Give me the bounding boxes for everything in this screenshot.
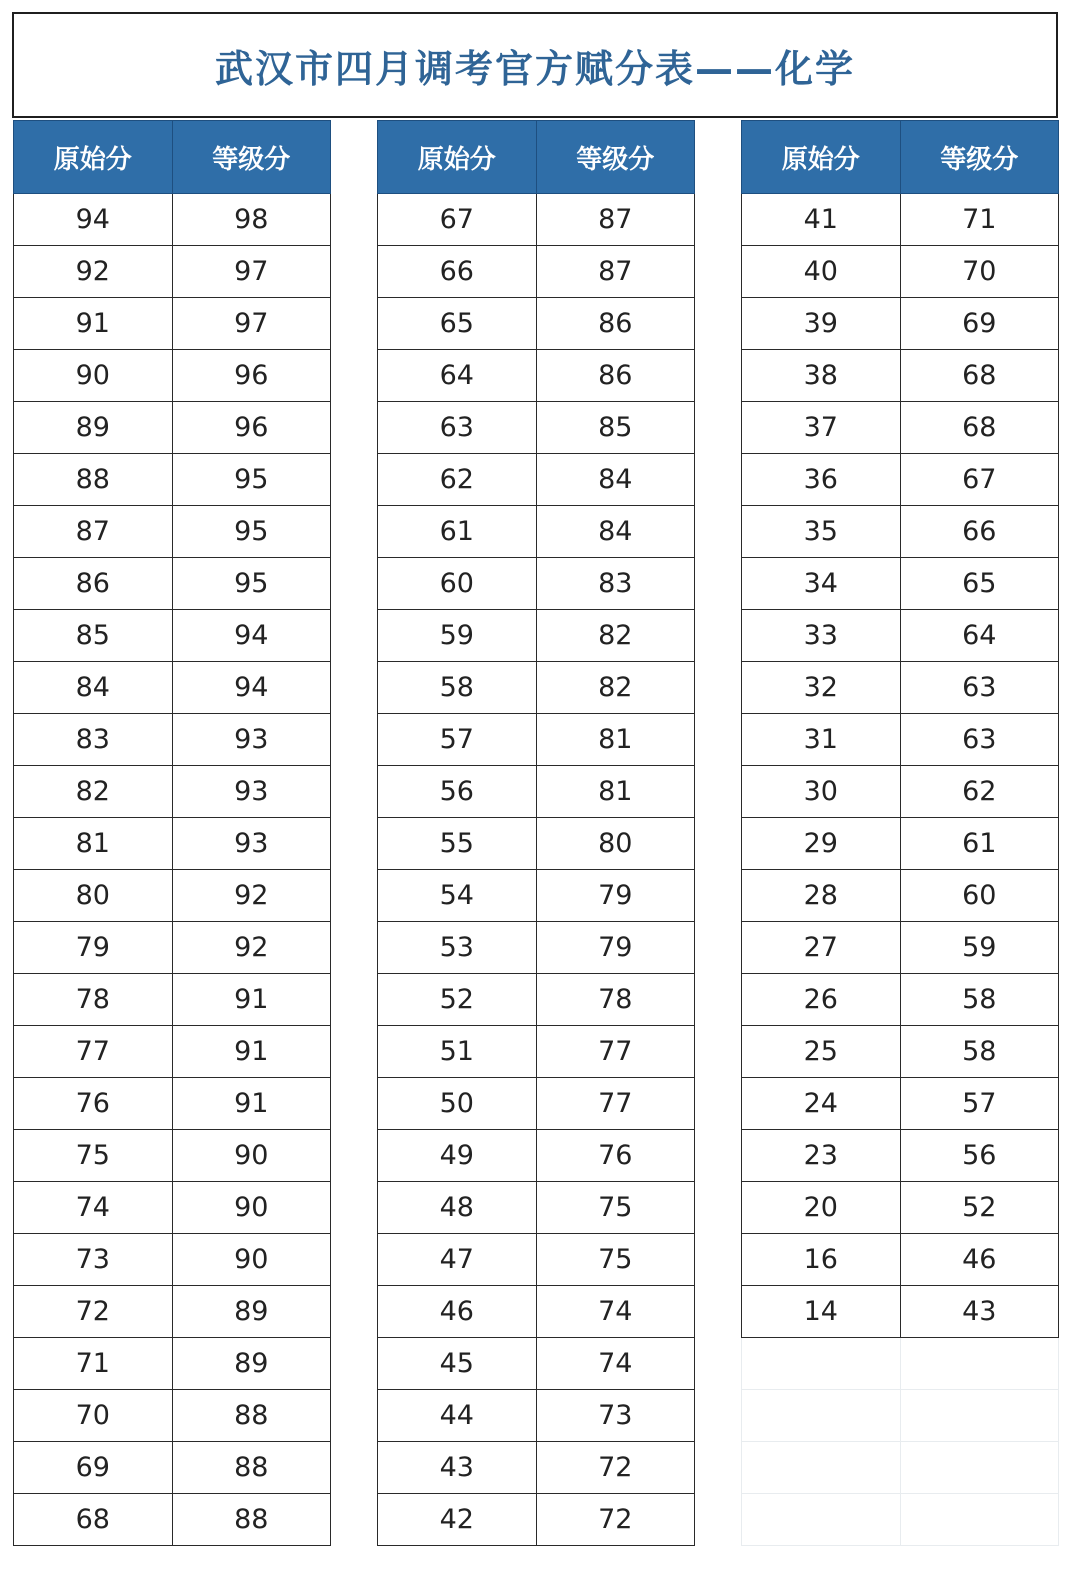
raw-score-cell: 14 (742, 1286, 901, 1338)
raw-score-cell: 66 (378, 246, 537, 298)
table-row (742, 610, 1059, 662)
raw-score-cell: 55 (378, 818, 537, 870)
table-row (378, 922, 695, 974)
table-row (742, 1078, 1059, 1130)
raw-score-cell: 43 (378, 1442, 537, 1494)
table-row (378, 1078, 695, 1130)
raw-score-cell: 16 (742, 1234, 901, 1286)
raw-score-cell: 45 (378, 1338, 537, 1390)
raw-score-cell: 88 (14, 454, 173, 506)
table-row (378, 1338, 695, 1390)
table-row (378, 1234, 695, 1286)
grade-score-cell: 86 (536, 298, 695, 350)
raw-score-cell: 48 (378, 1182, 537, 1234)
table-row (742, 974, 1059, 1026)
raw-score-cell: 49 (378, 1130, 537, 1182)
score-table (741, 120, 1059, 1546)
table-row (378, 298, 695, 350)
grade-score-cell: 70 (900, 246, 1059, 298)
table-row (14, 558, 331, 610)
grade-score-cell: 79 (536, 870, 695, 922)
table-row (742, 558, 1059, 610)
grade-score-cell: 62 (900, 766, 1059, 818)
raw-score-cell: 33 (742, 610, 901, 662)
table-row (14, 662, 331, 714)
table-row (378, 974, 695, 1026)
header-grade-score: 等级分 (536, 121, 695, 194)
table-row (14, 1182, 331, 1234)
raw-score-cell: 51 (378, 1026, 537, 1078)
grade-score-cell: 77 (536, 1026, 695, 1078)
grade-score-cell: 68 (900, 350, 1059, 402)
grade-score-cell: 86 (536, 350, 695, 402)
table-row (14, 818, 331, 870)
table-row (378, 714, 695, 766)
grade-score-cell: 89 (172, 1338, 331, 1390)
table-row (378, 1182, 695, 1234)
grade-score-cell: 97 (172, 246, 331, 298)
raw-score-cell: 20 (742, 1182, 901, 1234)
table-row (378, 818, 695, 870)
table-row (378, 1286, 695, 1338)
raw-score-cell: 36 (742, 454, 901, 506)
table-row (14, 974, 331, 1026)
table-row (14, 714, 331, 766)
raw-score-cell: 25 (742, 1026, 901, 1078)
table-row (742, 870, 1059, 922)
raw-score-cell: 85 (14, 610, 173, 662)
table-row (378, 610, 695, 662)
grade-score-cell: 98 (172, 194, 331, 246)
table-row (14, 1390, 331, 1442)
page-title: 武汉市四月调考官方赋分表——化学 (214, 46, 855, 91)
grade-score-cell: 95 (172, 454, 331, 506)
grade-score-cell: 90 (172, 1182, 331, 1234)
table-row (14, 1026, 331, 1078)
table-row (742, 402, 1059, 454)
raw-score-cell: 75 (14, 1130, 173, 1182)
raw-score-cell: 64 (378, 350, 537, 402)
raw-score-cell: 92 (14, 246, 173, 298)
grade-score-cell: 64 (900, 610, 1059, 662)
grade-score-cell: 96 (172, 350, 331, 402)
grade-score-cell: 91 (172, 1078, 331, 1130)
grade-score-cell: 66 (900, 506, 1059, 558)
score-table-panel-2 (377, 120, 695, 1546)
grade-score-cell: 74 (536, 1338, 695, 1390)
grade-score-cell: 90 (172, 1130, 331, 1182)
grade-score-cell: 67 (900, 454, 1059, 506)
raw-score-cell: 34 (742, 558, 901, 610)
raw-score-cell: 53 (378, 922, 537, 974)
grade-score-cell: 88 (172, 1494, 331, 1546)
raw-score-cell: 39 (742, 298, 901, 350)
grade-score-cell: 58 (900, 974, 1059, 1026)
raw-score-cell: 65 (378, 298, 537, 350)
table-row (378, 1442, 695, 1494)
score-table-panel-3 (741, 120, 1059, 1546)
grade-score-cell: 96 (172, 402, 331, 454)
raw-score-cell: 23 (742, 1130, 901, 1182)
grade-score-cell: 83 (536, 558, 695, 610)
table-row (14, 610, 331, 662)
empty-grid-cell (742, 1494, 901, 1546)
raw-score-cell: 78 (14, 974, 173, 1026)
table-row (742, 1286, 1059, 1338)
raw-score-cell: 90 (14, 350, 173, 402)
table-row (742, 454, 1059, 506)
table-row (14, 1338, 331, 1390)
grade-score-cell: 94 (172, 610, 331, 662)
grade-score-cell: 72 (536, 1442, 695, 1494)
header-grade-score: 等级分 (172, 121, 331, 194)
table-row (14, 246, 331, 298)
score-table (377, 120, 695, 1546)
score-table (13, 120, 331, 1546)
raw-score-cell: 61 (378, 506, 537, 558)
raw-score-cell: 28 (742, 870, 901, 922)
table-row (742, 1494, 1059, 1546)
table-row (378, 1026, 695, 1078)
header-grade-score: 等级分 (900, 121, 1059, 194)
raw-score-cell: 57 (378, 714, 537, 766)
grade-score-cell: 74 (536, 1286, 695, 1338)
table-row (742, 922, 1059, 974)
grade-score-cell: 63 (900, 662, 1059, 714)
grade-score-cell: 72 (536, 1494, 695, 1546)
raw-score-cell: 29 (742, 818, 901, 870)
grade-score-cell: 81 (536, 714, 695, 766)
raw-score-cell: 68 (14, 1494, 173, 1546)
table-row (378, 506, 695, 558)
table-row (14, 350, 331, 402)
raw-score-cell: 35 (742, 506, 901, 558)
raw-score-cell: 24 (742, 1078, 901, 1130)
table-row (14, 922, 331, 974)
raw-score-cell: 30 (742, 766, 901, 818)
table-row (742, 1442, 1059, 1494)
grade-score-cell: 60 (900, 870, 1059, 922)
table-row (742, 350, 1059, 402)
grade-score-cell: 87 (536, 246, 695, 298)
raw-score-cell: 94 (14, 194, 173, 246)
grade-score-cell: 63 (900, 714, 1059, 766)
grade-score-cell: 81 (536, 766, 695, 818)
empty-grid-cell (900, 1442, 1059, 1494)
raw-score-cell: 31 (742, 714, 901, 766)
raw-score-cell: 37 (742, 402, 901, 454)
raw-score-cell: 69 (14, 1442, 173, 1494)
grade-score-cell: 93 (172, 766, 331, 818)
table-row (742, 662, 1059, 714)
table-row (378, 766, 695, 818)
grade-score-cell: 91 (172, 1026, 331, 1078)
grade-score-cell: 94 (172, 662, 331, 714)
table-row (742, 714, 1059, 766)
raw-score-cell: 63 (378, 402, 537, 454)
table-row (742, 194, 1059, 246)
raw-score-cell: 41 (742, 194, 901, 246)
table-row (742, 1130, 1059, 1182)
grade-score-cell: 65 (900, 558, 1059, 610)
raw-score-cell: 60 (378, 558, 537, 610)
header-raw-score: 原始分 (742, 121, 901, 194)
table-header-row (14, 121, 331, 194)
raw-score-cell: 80 (14, 870, 173, 922)
grade-score-cell: 92 (172, 870, 331, 922)
raw-score-cell: 59 (378, 610, 537, 662)
raw-score-cell: 86 (14, 558, 173, 610)
table-row (742, 246, 1059, 298)
grade-score-cell: 85 (536, 402, 695, 454)
table-row (742, 1026, 1059, 1078)
raw-score-cell: 91 (14, 298, 173, 350)
grade-score-cell: 97 (172, 298, 331, 350)
table-row (378, 194, 695, 246)
title-banner (12, 12, 1058, 118)
raw-score-cell: 72 (14, 1286, 173, 1338)
raw-score-cell: 47 (378, 1234, 537, 1286)
table-row (14, 1494, 331, 1546)
header-raw-score: 原始分 (378, 121, 537, 194)
raw-score-cell: 67 (378, 194, 537, 246)
table-row (378, 402, 695, 454)
grade-score-cell: 77 (536, 1078, 695, 1130)
raw-score-cell: 84 (14, 662, 173, 714)
table-row (14, 870, 331, 922)
grade-score-cell: 75 (536, 1234, 695, 1286)
grade-score-cell: 82 (536, 610, 695, 662)
grade-score-cell: 91 (172, 974, 331, 1026)
grade-score-cell: 93 (172, 714, 331, 766)
grade-score-cell: 79 (536, 922, 695, 974)
grade-score-cell: 87 (536, 194, 695, 246)
table-row (14, 1234, 331, 1286)
grade-score-cell: 82 (536, 662, 695, 714)
raw-score-cell: 62 (378, 454, 537, 506)
grade-score-cell: 61 (900, 818, 1059, 870)
raw-score-cell: 52 (378, 974, 537, 1026)
raw-score-cell: 44 (378, 1390, 537, 1442)
table-row (378, 1494, 695, 1546)
raw-score-cell: 50 (378, 1078, 537, 1130)
empty-grid-cell (900, 1338, 1059, 1390)
raw-score-cell: 89 (14, 402, 173, 454)
raw-score-cell: 71 (14, 1338, 173, 1390)
raw-score-cell: 38 (742, 350, 901, 402)
table-row (14, 1078, 331, 1130)
grade-score-cell: 80 (536, 818, 695, 870)
empty-grid-cell (742, 1338, 901, 1390)
table-header-row (742, 121, 1059, 194)
grade-score-cell: 57 (900, 1078, 1059, 1130)
raw-score-cell: 40 (742, 246, 901, 298)
grade-score-cell: 76 (536, 1130, 695, 1182)
grade-score-cell: 46 (900, 1234, 1059, 1286)
raw-score-cell: 26 (742, 974, 901, 1026)
table-row (14, 1286, 331, 1338)
header-raw-score: 原始分 (14, 121, 173, 194)
grade-score-cell: 84 (536, 506, 695, 558)
raw-score-cell: 82 (14, 766, 173, 818)
empty-grid-cell (742, 1442, 901, 1494)
table-row (742, 1338, 1059, 1390)
grade-score-cell: 43 (900, 1286, 1059, 1338)
table-row (14, 454, 331, 506)
grade-score-cell: 95 (172, 506, 331, 558)
table-row (14, 1442, 331, 1494)
raw-score-cell: 42 (378, 1494, 537, 1546)
grade-score-cell: 93 (172, 818, 331, 870)
table-row (378, 1130, 695, 1182)
table-row (14, 1130, 331, 1182)
raw-score-cell: 76 (14, 1078, 173, 1130)
raw-score-cell: 54 (378, 870, 537, 922)
grade-score-cell: 68 (900, 402, 1059, 454)
grade-score-cell: 56 (900, 1130, 1059, 1182)
raw-score-cell: 81 (14, 818, 173, 870)
raw-score-cell: 27 (742, 922, 901, 974)
table-row (742, 298, 1059, 350)
grade-score-cell: 88 (172, 1442, 331, 1494)
grade-score-cell: 92 (172, 922, 331, 974)
raw-score-cell: 46 (378, 1286, 537, 1338)
table-row (742, 766, 1059, 818)
raw-score-cell: 58 (378, 662, 537, 714)
table-row (742, 818, 1059, 870)
table-row (378, 662, 695, 714)
table-row (378, 454, 695, 506)
table-row (14, 194, 331, 246)
table-row (14, 766, 331, 818)
table-row (14, 298, 331, 350)
empty-grid-cell (900, 1390, 1059, 1442)
table-header-row (378, 121, 695, 194)
table-row (378, 870, 695, 922)
grade-score-cell: 73 (536, 1390, 695, 1442)
raw-score-cell: 70 (14, 1390, 173, 1442)
table-row (742, 506, 1059, 558)
table-row (14, 506, 331, 558)
grade-score-cell: 89 (172, 1286, 331, 1338)
table-row (742, 1182, 1059, 1234)
grade-score-cell: 59 (900, 922, 1059, 974)
raw-score-cell: 77 (14, 1026, 173, 1078)
raw-score-cell: 74 (14, 1182, 173, 1234)
grade-score-cell: 69 (900, 298, 1059, 350)
grade-score-cell: 71 (900, 194, 1059, 246)
raw-score-cell: 73 (14, 1234, 173, 1286)
grade-score-cell: 90 (172, 1234, 331, 1286)
raw-score-cell: 56 (378, 766, 537, 818)
table-row (742, 1234, 1059, 1286)
table-row (378, 1390, 695, 1442)
table-row (378, 558, 695, 610)
table-row (378, 246, 695, 298)
raw-score-cell: 87 (14, 506, 173, 558)
grade-score-cell: 58 (900, 1026, 1059, 1078)
raw-score-cell: 32 (742, 662, 901, 714)
table-row (14, 402, 331, 454)
table-row (742, 1390, 1059, 1442)
grade-score-cell: 52 (900, 1182, 1059, 1234)
grade-score-cell: 78 (536, 974, 695, 1026)
grade-score-cell: 75 (536, 1182, 695, 1234)
raw-score-cell: 79 (14, 922, 173, 974)
empty-grid-cell (742, 1390, 901, 1442)
grade-score-cell: 84 (536, 454, 695, 506)
empty-grid-cell (900, 1494, 1059, 1546)
score-table-panel-1 (13, 120, 331, 1546)
raw-score-cell: 83 (14, 714, 173, 766)
grade-score-cell: 95 (172, 558, 331, 610)
table-row (378, 350, 695, 402)
grade-score-cell: 88 (172, 1390, 331, 1442)
